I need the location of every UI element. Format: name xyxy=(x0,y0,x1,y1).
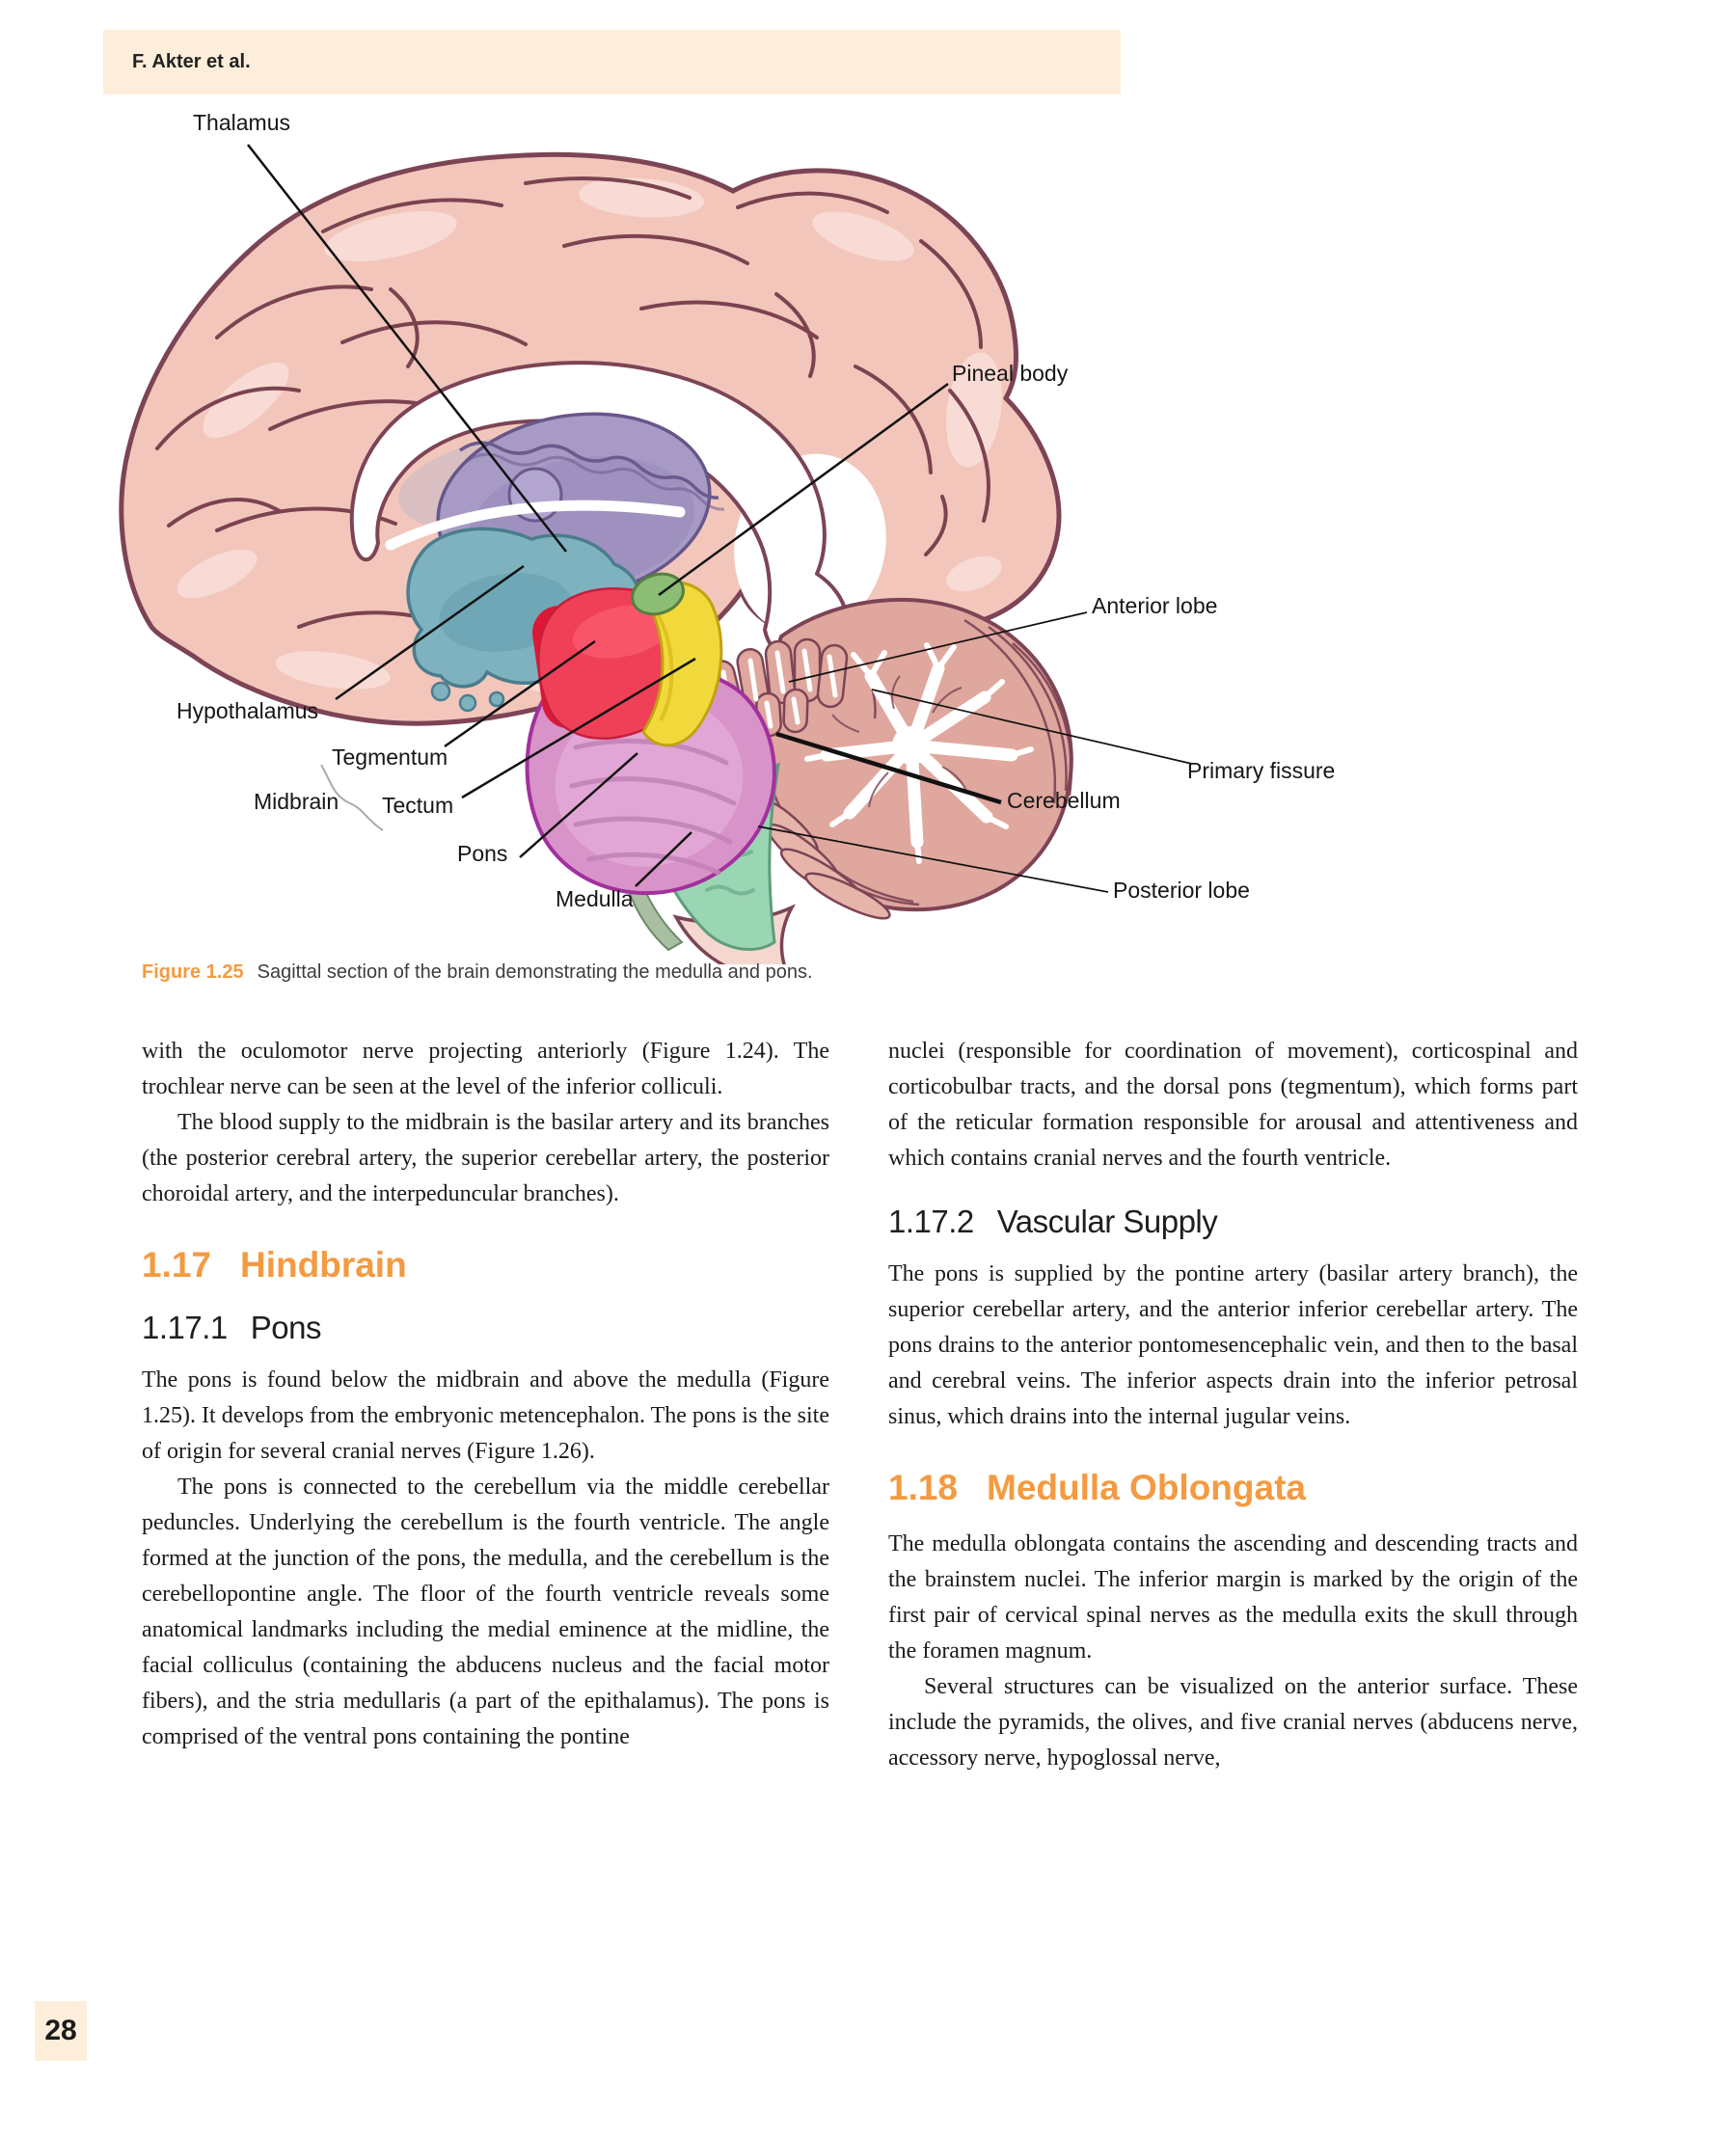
running-head-band xyxy=(103,30,1121,95)
figure-caption-label: Figure 1.25 xyxy=(142,961,244,983)
figure-label-tectum: Tectum xyxy=(382,793,454,818)
left-column xyxy=(142,1034,829,1755)
figure-label-pineal-body: Pineal body xyxy=(952,361,1069,386)
figure-label-hypothalamus: Hypothalamus xyxy=(176,698,319,723)
page-number: 28 xyxy=(44,2015,77,2046)
subsection-title: Vascular Supply xyxy=(996,1204,1218,1239)
subsection-number: 1.17.2 xyxy=(888,1204,974,1239)
section-title: Hindbrain xyxy=(240,1245,407,1285)
paragraph: The pons is supplied by the pontine artery (basilar artery branch), the superior cerebellar artery, and the anterior inferior cerebellar artery. The pons drains to the anterior pontomesencephalic vein, and then to the basal and cerebral veins. The inferior aspects drain into the inferior petrosal sinus, which drains into the internal jugular veins. xyxy=(888,1261,1578,1429)
section-heading-hindbrain xyxy=(142,1247,829,1283)
brain-illustration xyxy=(101,92,1403,964)
paragraph: Several structures can be visualized on the anterior surface. These include the pyramids, the olives, and five cranial nerves (abducens nerve, accessory nerve, hypoglossal nerve, xyxy=(888,1674,1578,1771)
paragraph: The pons is connected to the cerebellum via the middle cerebellar peduncles. Underlying the cerebellum is the fourth ventricle. The angle formed at the junction of the pons, the medulla, and the cerebellum is the cerebellopontine angle. The floor of the fourth ventricle reveals some anatomical landmarks including the medial eminence at the midline, the facial colliculus (containing the abducens nucleus and the facial motor fibers), and the stria medullaris (a part of the epithalamus). The pons is comprised of the ventral pons containing the pontine xyxy=(142,1475,829,1749)
section-number: 1.17 xyxy=(142,1245,212,1285)
figure-label-medulla: Medulla xyxy=(556,886,634,911)
figure-label-tegmentum: Tegmentum xyxy=(332,744,448,770)
figure-caption xyxy=(142,961,1396,984)
figure-caption-text: Sagittal section of the brain demonstrating the medulla and pons. xyxy=(257,961,813,983)
paragraph: The medulla oblongata contains the ascending and descending tracts and the brainstem nuclei. The inferior margin is marked by the origin of the first pair of cervical spinal nerves as the medulla exits the skull through the foramen magnum. xyxy=(888,1531,1578,1664)
figure-label-thalamus: Thalamus xyxy=(193,110,290,135)
running-head: F. Akter et al. xyxy=(132,51,251,72)
paragraph: nuclei (responsible for coordination of movement), corticospinal and corticobulbar tracts, and the dorsal pons (tegmentum), which forms part of the reticular formation responsible for arousal and attentiveness and which contains cranial nerves and the fourth ventricle. xyxy=(888,1039,1578,1171)
figure-label-cerebellum: Cerebellum xyxy=(1007,788,1121,813)
right-column xyxy=(888,1034,1578,1776)
figure-label-posterior-lobe: Posterior lobe xyxy=(1113,878,1250,903)
figure-label-pons: Pons xyxy=(457,841,508,866)
subsection-heading-vascular-supply xyxy=(888,1204,1578,1239)
figure-label-midbrain: Midbrain xyxy=(254,789,339,814)
page-number-box xyxy=(35,2001,87,2061)
figure-label-anterior-lobe: Anterior lobe xyxy=(1092,593,1218,618)
paragraph: with the oculomotor nerve projecting anteriorly (Figure 1.24). The trochlear nerve can be seen at the level of the inferior colliculi. xyxy=(142,1039,829,1099)
figure-1-25 xyxy=(101,92,1403,964)
subsection-number: 1.17.1 xyxy=(142,1310,228,1345)
subsection-heading-pons xyxy=(142,1310,829,1345)
figure-label-primary-fissure: Primary fissure xyxy=(1187,758,1336,783)
section-title: Medulla Oblongata xyxy=(987,1468,1306,1507)
subsection-title: Pons xyxy=(250,1310,321,1345)
paragraph: The pons is found below the midbrain and above the medulla (Figure 1.25). It develops from the embryonic metencephalon. The pons is the site of origin for several cranial nerves (Figure 1.26). xyxy=(142,1367,829,1464)
section-heading-medulla-oblongata xyxy=(888,1470,1578,1505)
section-number: 1.18 xyxy=(888,1468,959,1507)
paragraph: The blood supply to the midbrain is the basilar artery and its branches (the posterior cerebral artery, the superior cerebellar artery, the posterior choroidal artery, and the interpeduncular branches). xyxy=(142,1110,829,1206)
